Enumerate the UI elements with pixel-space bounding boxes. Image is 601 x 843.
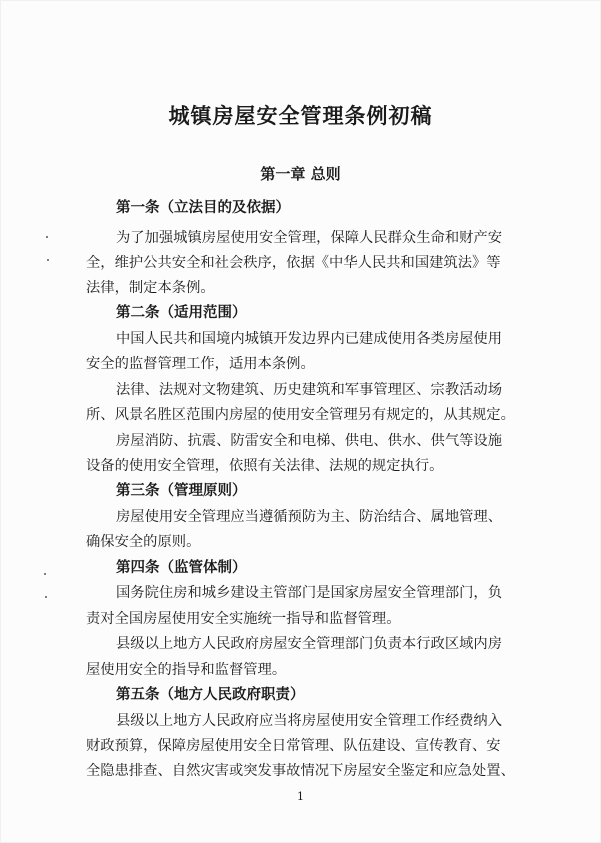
- article-heading: 第四条（监管体制）: [116, 560, 247, 576]
- paragraph-line: 全，维护公共安全和社会秩序，依据《中华人民共和国建筑法》等: [86, 255, 501, 271]
- paragraph-line: 设备的使用安全管理，依照有关法律、法规的规定执行。: [86, 458, 444, 474]
- scan-mark: [44, 573, 46, 575]
- scan-mark: [46, 236, 48, 238]
- paragraph-line: 房屋消防、抗震、防雷安全和电梯、供电、供水、供气等设施: [116, 433, 503, 449]
- paragraph-line: 所、风景名胜区范围内房屋的使用安全管理另有规定的，从其规定。: [86, 407, 515, 423]
- paragraph-line: 法律、法规对文物建筑、历史建筑和军事管理区、宗教活动场: [116, 382, 503, 398]
- article-heading: 第五条（地方人民政府职责）: [116, 687, 305, 703]
- page-number: 1: [297, 790, 304, 803]
- article-heading: 第二条（适用范围）: [116, 305, 247, 321]
- paragraph-line: 县级以上地方人民政府房屋安全管理部门负责本行政区域内房: [116, 636, 503, 652]
- paragraph-line: 房屋使用安全管理应当遵循预防为主、防治结合、属地管理、: [116, 509, 503, 525]
- paragraph-line: 国务院住房和城乡建设主管部门是国家房屋安全管理部门，负: [116, 585, 503, 601]
- article-heading: 第一条（立法目的及依据）: [116, 200, 290, 216]
- paragraph-line: 为了加强城镇房屋使用安全管理，保障人民群众生命和财产安: [116, 230, 503, 246]
- paragraph-line: 屋使用安全的指导和监督管理。: [86, 662, 287, 678]
- document-title: 城镇房屋安全管理条例初稿: [168, 103, 433, 128]
- paragraph-line: 中国人民共和国境内城镇开发边界内已建成使用各类房屋使用: [116, 331, 503, 347]
- paragraph-line: 责对全国房屋使用安全实施统一指导和监督管理。: [86, 611, 401, 627]
- paragraph-line: 法律，制定本条例。: [86, 280, 215, 296]
- scan-mark: [47, 259, 49, 261]
- article-heading: 第三条（管理原则）: [116, 483, 247, 499]
- paragraph-line: 财政预算，保障房屋使用安全日常管理、队伍建设、宣传教育、安: [86, 738, 501, 754]
- paragraph-line: 安全的监督管理工作，适用本条例。: [86, 356, 315, 372]
- scan-mark: [45, 596, 47, 598]
- paragraph-line: 确保安全的原则。: [86, 534, 201, 550]
- paragraph-line: 县级以上地方人民政府应当将房屋使用安全管理工作经费纳入: [116, 713, 503, 729]
- chapter-heading: 第一章 总则: [260, 165, 341, 183]
- paragraph-line: 全隐患排查、自然灾害或突发事故情况下房屋安全鉴定和应急处置、: [86, 763, 515, 779]
